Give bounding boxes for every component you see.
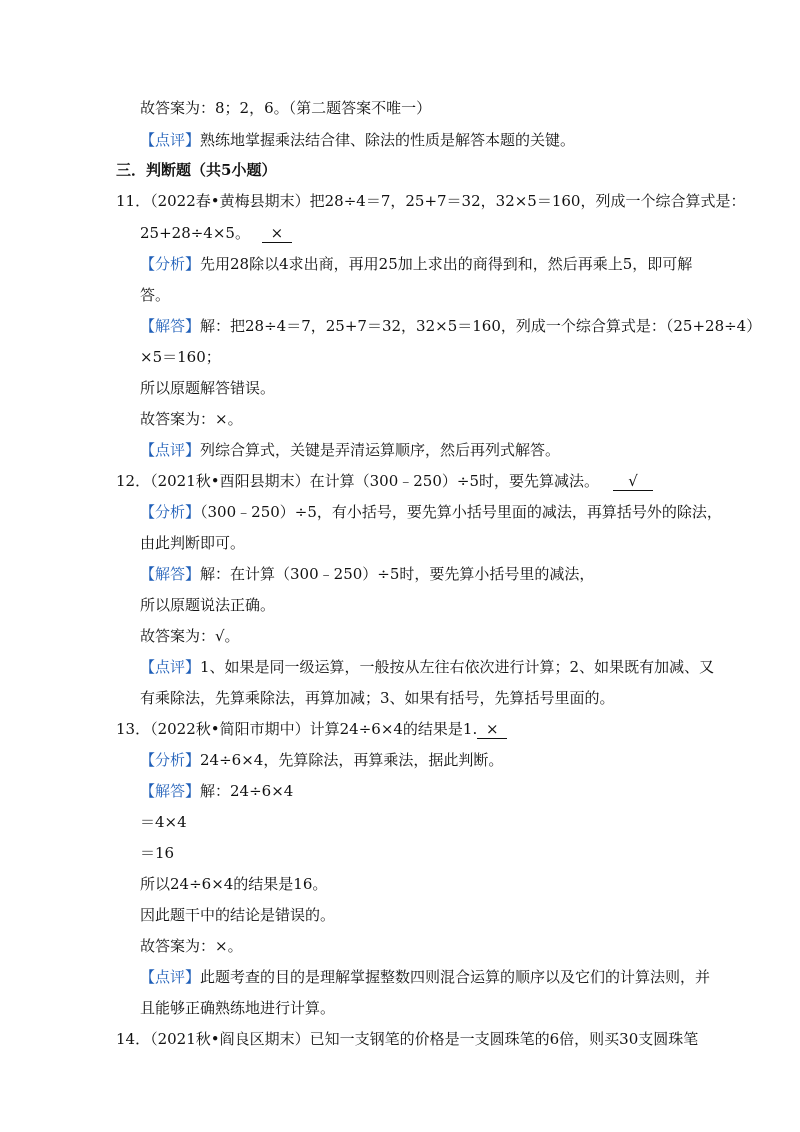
analysis-tag: 【分析】	[140, 751, 201, 769]
question-stem: （2021秋•阎良区期末）已知一支钢笔的价格是一支圆珠笔的6倍，则买30支圆珠笔	[150, 1030, 699, 1048]
solution-tag: 【解答】	[140, 565, 201, 583]
section-title	[116, 160, 276, 180]
q12-solution-line2	[140, 595, 275, 615]
answer-blank: ×	[262, 224, 292, 243]
q13-solution-line4	[140, 874, 327, 894]
q13-solution-line1	[140, 781, 293, 801]
q10-comment	[140, 130, 575, 150]
q13-solution-line6	[140, 936, 243, 956]
q11-solution-line4	[140, 409, 243, 429]
comment-text: 有乘除法，先算乘除法，再算加减；3、如果有括号，先算括号里面的。	[140, 689, 615, 707]
comment-text: 此题考查的目的是理解掌握整数四则混合运算的顺序以及它们的计算法则，并	[200, 968, 711, 986]
analysis-tag: 【分析】	[140, 255, 201, 273]
comment-text: 列综合算式，关键是弄清运算顺序，然后再列式解答。	[200, 441, 561, 459]
q11-stem-line2	[140, 223, 292, 243]
solution-text: 解：在计算（300﹣250）÷5时，要先算小括号里的减法，	[200, 565, 595, 583]
question-number: 11．	[116, 192, 151, 210]
q12-solution-line1	[140, 564, 594, 584]
solution-text: 故答案为：×。	[140, 937, 243, 955]
q11-analysis-line1	[140, 254, 692, 274]
solution-text: ＝16	[140, 844, 175, 862]
question-stem: （2022秋•简阳市期中）计算24÷6×4的结果是1.	[150, 720, 478, 738]
analysis-text: （300﹣250）÷5，有小括号，要先算小括号里面的减法，再算括号外的除法，	[200, 503, 722, 521]
solution-text: 所以原题说法正确。	[140, 596, 276, 614]
question-stem: 25+28÷4×5。	[140, 224, 250, 242]
solution-text: 所以24÷6×4的结果是16。	[140, 875, 328, 893]
q12-comment-line2	[140, 688, 615, 708]
solution-text: 所以原题解答错误。	[140, 379, 276, 397]
q12-solution-line3	[140, 626, 240, 646]
section-title-text: 三．判断题（共5小题）	[116, 161, 277, 179]
analysis-tag: 【分析】	[140, 503, 201, 521]
solution-tag: 【解答】	[140, 317, 201, 335]
solution-text: ＝4×4	[140, 813, 187, 831]
question-stem: （2022春•黄梅县期末）把28÷4＝7，25+7＝32，32×5＝160，列成一个综合算式是：	[150, 192, 746, 210]
analysis-text: 24÷6×4，先算除法，再算乘法，据此判断。	[200, 751, 504, 769]
solution-text: 解：把28÷4＝7，25+7＝32，32×5＝160，列成一个综合算式是：（25+28÷4）	[200, 317, 762, 335]
q10-answer-line	[140, 98, 431, 118]
comment-tag: 【点评】	[140, 131, 201, 149]
solution-text: 解：24÷6×4	[200, 782, 294, 800]
q11-stem-line1	[116, 191, 745, 211]
q11-solution-line2	[140, 347, 221, 367]
answer-blank: √	[613, 472, 653, 491]
q11-solution-line3	[140, 378, 275, 398]
q12-stem-line	[116, 471, 653, 491]
q12-analysis-line2	[140, 533, 245, 553]
q11-analysis-line2	[140, 285, 170, 305]
solution-text: ×5＝160；	[140, 348, 221, 366]
q12-comment-line1	[140, 657, 714, 677]
analysis-text: 先用28除以4求出商，再用25加上求出的商得到和，然后再乘上5，即可解	[200, 255, 693, 273]
q11-comment	[140, 440, 560, 460]
q12-analysis-line1	[140, 502, 722, 522]
comment-tag: 【点评】	[140, 658, 201, 676]
q13-solution-line5	[140, 905, 335, 925]
solution-text: 故答案为：×。	[140, 410, 243, 428]
q13-analysis	[140, 750, 503, 770]
question-number: 14．	[116, 1030, 151, 1048]
q13-solution-line3	[140, 843, 174, 863]
analysis-text: 答。	[140, 286, 171, 304]
answer-blank: ×	[477, 720, 507, 739]
comment-text: 1、如果是同一级运算，一般按从左往右依次进行计算；2、如果既有加减、又	[200, 658, 715, 676]
q13-stem-line	[116, 719, 507, 739]
q10-answer-text: 故答案为：8；2，6。（第二题答案不唯一）	[140, 99, 432, 117]
q13-solution-line2	[140, 812, 187, 832]
comment-text: 且能够正确熟练地进行计算。	[140, 999, 336, 1017]
question-number: 13．	[116, 720, 151, 738]
solution-text: 因此题干中的结论是错误的。	[140, 906, 336, 924]
analysis-text: 由此判断即可。	[140, 534, 246, 552]
q13-comment-line1	[140, 967, 710, 987]
comment-tag: 【点评】	[140, 441, 201, 459]
solution-tag: 【解答】	[140, 782, 201, 800]
q11-solution-line1	[140, 316, 761, 336]
question-stem: （2021秋•酉阳县期末）在计算（300﹣250）÷5时，要先算减法。	[150, 472, 599, 490]
comment-tag: 【点评】	[140, 968, 201, 986]
q13-comment-line2	[140, 998, 335, 1018]
q14-stem-line	[116, 1029, 698, 1049]
question-number: 12．	[116, 472, 151, 490]
solution-text: 故答案为：√。	[140, 627, 240, 645]
comment-text: 熟练地掌握乘法结合律、除法的性质是解答本题的关键。	[200, 131, 576, 149]
